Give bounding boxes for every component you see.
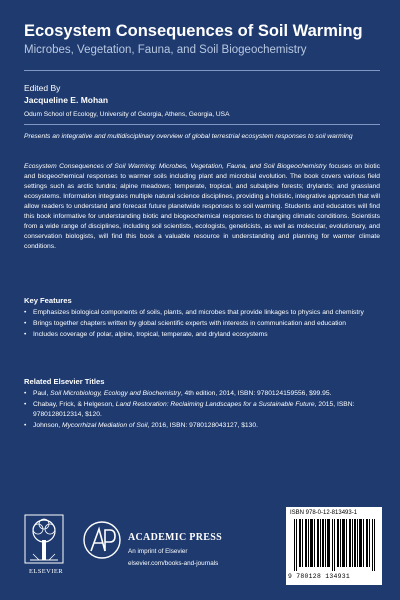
editor-affiliation: Odum School of Ecology, University of Georgia, Athens, Georgia, USA	[24, 111, 230, 118]
isbn-barcode-box	[286, 507, 382, 585]
related-book-title: Mycorrhizal Mediation of Soil	[62, 422, 148, 429]
list-item: • Paul, Soil Microbiology, Ecology and Biochemistry, 4th edition, 2014, ISBN: 9780124159556, $99.95.	[24, 390, 332, 397]
editor-name: Jacqueline E. Mohan	[24, 95, 109, 105]
isbn-label: ISBN 978-0-12-813493-1	[290, 510, 358, 516]
related-titles-heading: Related Elsevier Titles	[24, 377, 105, 386]
related-book-title: Land Restoration: Reclaiming Landscapes for a Sustainable Future	[115, 401, 315, 408]
description-lead: Ecosystem Consequences of Soil Warming: Microbes, Vegetation, Fauna, and Soil Biogeochemistry	[24, 163, 327, 170]
imprint-text: An imprint of Elsevier	[128, 548, 188, 555]
description-body: focuses on biotic and biogeochemical responses to warmer soils including plant and microbial evolution. The book covers various field settings such as arctic tundra; alpine meadows; temperate, tropical, and subalpine forests; drylands; and grassland ecosystems. Information integrates multiple natural science disciplines, providing a holistic, integrative approach that will allow readers to understand and forecast future planetwide responses to soil warming. Students and educators will find this book informative for understanding biotic and biogeochemical responses to changing climatic conditions. Scientists from a wide range of disciplines, including soil scientists, ecologists, geneticists, as well as molecular, evolutionary, and conservation biologists, will find this book a valuable resource in understanding and planning for warmer climate conditions.	[24, 163, 381, 250]
related-titles-list	[24, 389, 380, 432]
bullet-icon: •	[24, 331, 27, 338]
key-features-heading: Key Features	[24, 296, 72, 305]
publisher-website: elsevier.com/books-and-journals	[128, 560, 219, 567]
key-features-list	[24, 308, 380, 341]
publisher-name: ACADEMIC PRESS	[128, 532, 222, 543]
list-item: • Includes coverage of polar, alpine, tropical, temperate, and dryland ecosystems	[24, 331, 268, 338]
bullet-icon: •	[24, 320, 27, 327]
bullet-icon: •	[24, 401, 27, 408]
elsevier-wordmark: ELSEVIER	[29, 568, 63, 575]
list-item: • Johnson, Mycorrhizal Mediation of Soil, 2016, ISBN: 9780128043127, $130.	[24, 422, 258, 429]
elsevier-tree-logo	[24, 514, 64, 564]
academic-press-logo	[82, 520, 122, 560]
related-book-title: Soil Microbiology, Ecology and Biochemistry	[50, 390, 181, 397]
book-description	[24, 162, 380, 252]
list-item: • Emphasizes biological components of soils, plants, and microbes that provide linkages to physics and chemistry	[24, 309, 364, 316]
edited-by-label: Edited By	[24, 83, 61, 93]
barcode-icon	[294, 519, 376, 571]
book-subtitle: Microbes, Vegetation, Fauna, and Soil Biogeochemistry	[24, 44, 307, 56]
bullet-icon: •	[24, 390, 27, 397]
barcode-digits: 9 780128 134931	[288, 573, 351, 580]
divider	[24, 124, 380, 125]
divider	[24, 70, 380, 71]
bullet-icon: •	[24, 422, 27, 429]
bullet-icon: •	[24, 309, 27, 316]
book-title: Ecosystem Consequences of Soil Warming	[24, 22, 363, 40]
tagline: Presents an integrative and multidisciplinary overview of global terrestrial ecosystem responses to soil warming	[24, 133, 353, 140]
list-item: • Brings together chapters written by global scientific experts with interests in communication and education	[24, 320, 346, 327]
list-item: • Chabay, Frick, & Helgeson, Land Restoration: Reclaiming Landscapes for a Sustainable Future, 2015, ISBN: 9780128012314, $120.	[24, 401, 355, 418]
